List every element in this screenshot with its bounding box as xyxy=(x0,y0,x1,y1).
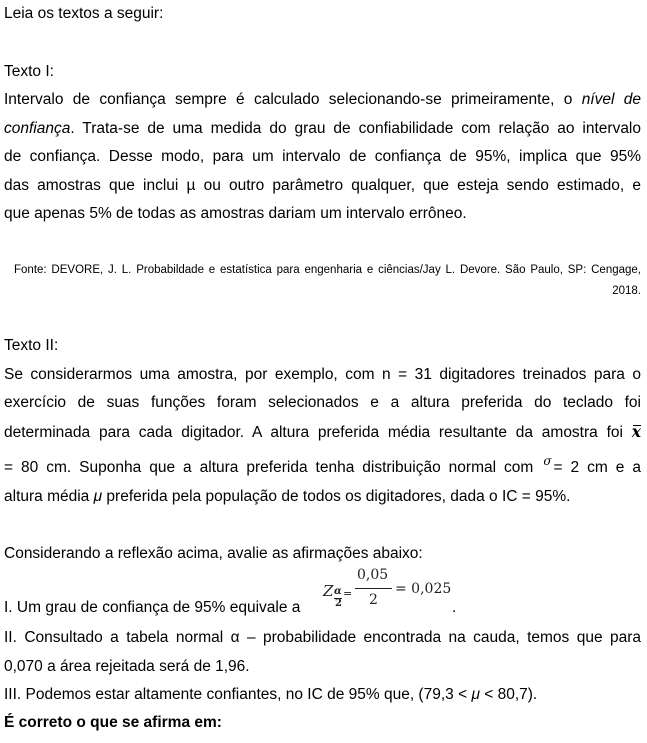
texto1-title: Texto I: xyxy=(4,63,54,80)
texto2-line-1: Se considerarmos uma amostra, por exemplo, com n = 31 digitadores treinados para o xyxy=(4,366,641,383)
formula-fraction-bar xyxy=(355,588,392,589)
item-2-line-1: II. Consultado a tabela normal α – probabilidade encontrada na cauda, temos que para xyxy=(4,629,641,646)
italic-term: nível de xyxy=(581,91,641,108)
formula-two: 2 xyxy=(335,598,342,609)
z-alpha-formula xyxy=(321,565,453,615)
texto1-line-1: Intervalo de confiança sempre é calculado selecionando-se primeiramente, o nível de xyxy=(4,91,641,108)
x-bar-symbol: x xyxy=(631,422,642,441)
texto2-line-2: exercício de suas funções foram selecionados e a altura preferida do teclado foi xyxy=(4,394,641,411)
formula-equals: = xyxy=(343,587,353,600)
texto1-line-5: que apenas 5% de todas as amostras dariam um intervalo errôneo. xyxy=(4,205,467,222)
question-intro: Considerando a reflexão acima, avalie as afirmações abaixo: xyxy=(4,545,423,562)
texto2-title: Texto II: xyxy=(4,337,59,354)
texto2-line-4: = 80 cm. Suponha que a altura preferida tenha distribuição normal com $^\sigma$ = 2 cm e a xyxy=(4,454,641,476)
item-1: I. Um grau de confiança de 95% equivale a xyxy=(4,599,301,616)
texto1-line-2: confiança. Trata-se de uma medida do grau de confiabilidade com relação ao intervalo xyxy=(4,120,641,137)
texto2-line-5: altura média μ preferida pela população de todos os digitadores, dada o IC = 95%. xyxy=(4,488,571,505)
formula-denominator: 2 xyxy=(369,592,378,608)
formula-result: = 0,025 xyxy=(395,581,452,597)
sigma-symbol: σ xyxy=(543,454,552,468)
formula-numerator: 0,05 xyxy=(357,567,389,583)
texto1-line-4: das amostras que inclui µ ou outro parâmetro qualquer, que esteja sendo estimado, e xyxy=(4,177,641,194)
texto1-line-3: de confiança. Desse modo, para um intervalo de confiança de 95%, implica que 95% xyxy=(4,148,641,165)
mu-symbol: μ xyxy=(471,686,480,703)
source-line-1: Fonte: DEVORE, J. L. Probabildade e estatística para engenharia e ciências/Jay L. Devore. São Paulo, SP: Cengage, xyxy=(14,264,641,276)
mu-symbol: μ xyxy=(93,488,103,505)
question-prompt: É correto o que se afirma em: xyxy=(4,714,222,731)
intro-text: Leia os textos a seguir: xyxy=(4,5,164,22)
item-1-end: . xyxy=(452,599,457,616)
item-2-line-2: 0,070 a área rejeitada será de 1,96. xyxy=(4,658,250,675)
item-3: III. Podemos estar altamente confiantes, no IC de 95% que, (79,3 < μ < 80,7). xyxy=(4,686,538,703)
source-line-2: 2018. xyxy=(612,285,641,297)
italic-term: confiança xyxy=(4,120,71,137)
texto2-line-3: determinada para cada digitador. A altura preferida média resultante da amostra foi x xyxy=(4,422,642,441)
formula-z: Z xyxy=(323,582,334,600)
formula-alpha: α xyxy=(334,586,342,597)
